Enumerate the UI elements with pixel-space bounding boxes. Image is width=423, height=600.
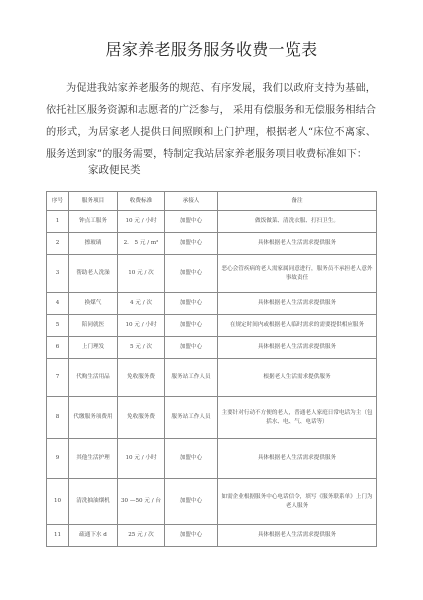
intro-paragraph: [46, 78, 376, 166]
cell-no: 3: [47, 255, 69, 293]
cell-provider: 加盟中心: [165, 255, 218, 293]
fee-table: [46, 191, 377, 547]
cell-no: 6: [47, 337, 69, 359]
cell-provider: 加盟中心: [165, 337, 218, 359]
cell-fee: 10 元 / 小时: [118, 439, 165, 479]
cell-item: 代缴服务项费用: [69, 397, 118, 439]
cell-provider: 加盟中心: [165, 211, 218, 233]
section-title: 家政便民类: [88, 164, 141, 176]
cell-note: 具体根据老人生活需求提供服务: [218, 293, 377, 315]
cell-fee: 4 元 / 次: [118, 293, 165, 315]
table-row: [47, 233, 377, 255]
cell-no: 8: [47, 397, 69, 439]
cell-item: 陪同就医: [69, 315, 118, 337]
cell-note: 主要针对行动不方便的老人，普通老人家庭日常电话为主（包括水、电、气、电话等）: [218, 397, 377, 439]
cell-provider: 加盟中心: [165, 525, 218, 547]
intro-text: 为促进我站家养老服务的规范、有序发展，我们以政府支持为基础，依托社区服务资源和志愿者的广泛参与， 采用有偿服务和无偿服务相结合的形式，为居家老人提供日间照顾和上门护理，根据老人“床位不离家、服务送到家”的服务需要，特制定我站居家养老服务项目收费标准如下：: [46, 83, 376, 160]
cell-provider: 加盟中心: [165, 479, 218, 525]
cell-no: 1: [47, 211, 69, 233]
table-row: [47, 337, 377, 359]
cell-item: 疏通下水 d: [69, 525, 118, 547]
cell-fee: 30 —50 元 / 台: [118, 479, 165, 525]
cell-note: 做饭做菜、清洗衣服、打扫卫生。: [218, 211, 377, 233]
cell-note: 具体根据老人生活需求提供服务: [218, 525, 377, 547]
cell-item: 清洗抽油烟机: [69, 479, 118, 525]
cell-note: 如需企业根据服务中心电话信令，填写《服务联系单》上门为老人服务: [218, 479, 377, 525]
table-row: [47, 397, 377, 439]
table-row: [47, 315, 377, 337]
header-provider: 承接人: [165, 192, 218, 211]
cell-provider: 加盟中心: [165, 293, 218, 315]
cell-no: 9: [47, 439, 69, 479]
cell-no: 7: [47, 359, 69, 397]
header-item: 服务项目: [69, 192, 118, 211]
cell-fee: 免收服务费: [118, 359, 165, 397]
table-header-row: [47, 192, 377, 211]
cell-note: 具体根据老人生活需求提供服务: [218, 233, 377, 255]
cell-note: 根据老人生活需求提供服务: [218, 359, 377, 397]
cell-fee: 10 元 / 次: [118, 255, 165, 293]
cell-note: 具体根据老人生活需求提供服务: [218, 337, 377, 359]
cell-note: 具体根据老人生活需求提供服务: [218, 439, 377, 479]
cell-provider: 加盟中心: [165, 439, 218, 479]
cell-item: 帮助老人洗澡: [69, 255, 118, 293]
table-row: [47, 525, 377, 547]
header-no: 序号: [47, 192, 69, 211]
table-row: [47, 211, 377, 233]
page-title: 居家养老服务服务收费一览表: [105, 40, 318, 59]
cell-item: 钟点工服务: [69, 211, 118, 233]
table-row: [47, 293, 377, 315]
cell-no: 11: [47, 525, 69, 547]
cell-provider: 加盟中心: [165, 233, 218, 255]
cell-fee: 25 元 / 次: [118, 525, 165, 547]
cell-fee: 10 元 / 小时: [118, 211, 165, 233]
cell-no: 5: [47, 315, 69, 337]
cell-item: 换煤气: [69, 293, 118, 315]
cell-no: 2: [47, 233, 69, 255]
cell-provider: 加盟中心: [165, 315, 218, 337]
cell-note: 在规定时间内或根据老人临时需求的需要提供相应服务: [218, 315, 377, 337]
cell-fee: 免收服务费: [118, 397, 165, 439]
cell-no: 4: [47, 293, 69, 315]
header-fee: 收费标准: [118, 192, 165, 211]
cell-item: 代购生活用品: [69, 359, 118, 397]
header-note: 备注: [218, 192, 377, 211]
table-row: [47, 479, 377, 525]
cell-provider: 服务站工作人员: [165, 359, 218, 397]
cell-item: 上门理发: [69, 337, 118, 359]
table-row: [47, 439, 377, 479]
cell-note: 恶心会管疾病的老人需家属同意进行，服务员不承担老人意外事故责任: [218, 255, 377, 293]
cell-item: 其他生活护理: [69, 439, 118, 479]
cell-fee: 5 元 / 次: [118, 337, 165, 359]
cell-fee: 2． 5 元 / m²: [118, 233, 165, 255]
cell-provider: 服务站工作人员: [165, 397, 218, 439]
table-row: [47, 359, 377, 397]
table-row: [47, 255, 377, 293]
cell-no: 10: [47, 479, 69, 525]
cell-item: 擦玻璃: [69, 233, 118, 255]
cell-fee: 10 元 / 小时: [118, 315, 165, 337]
